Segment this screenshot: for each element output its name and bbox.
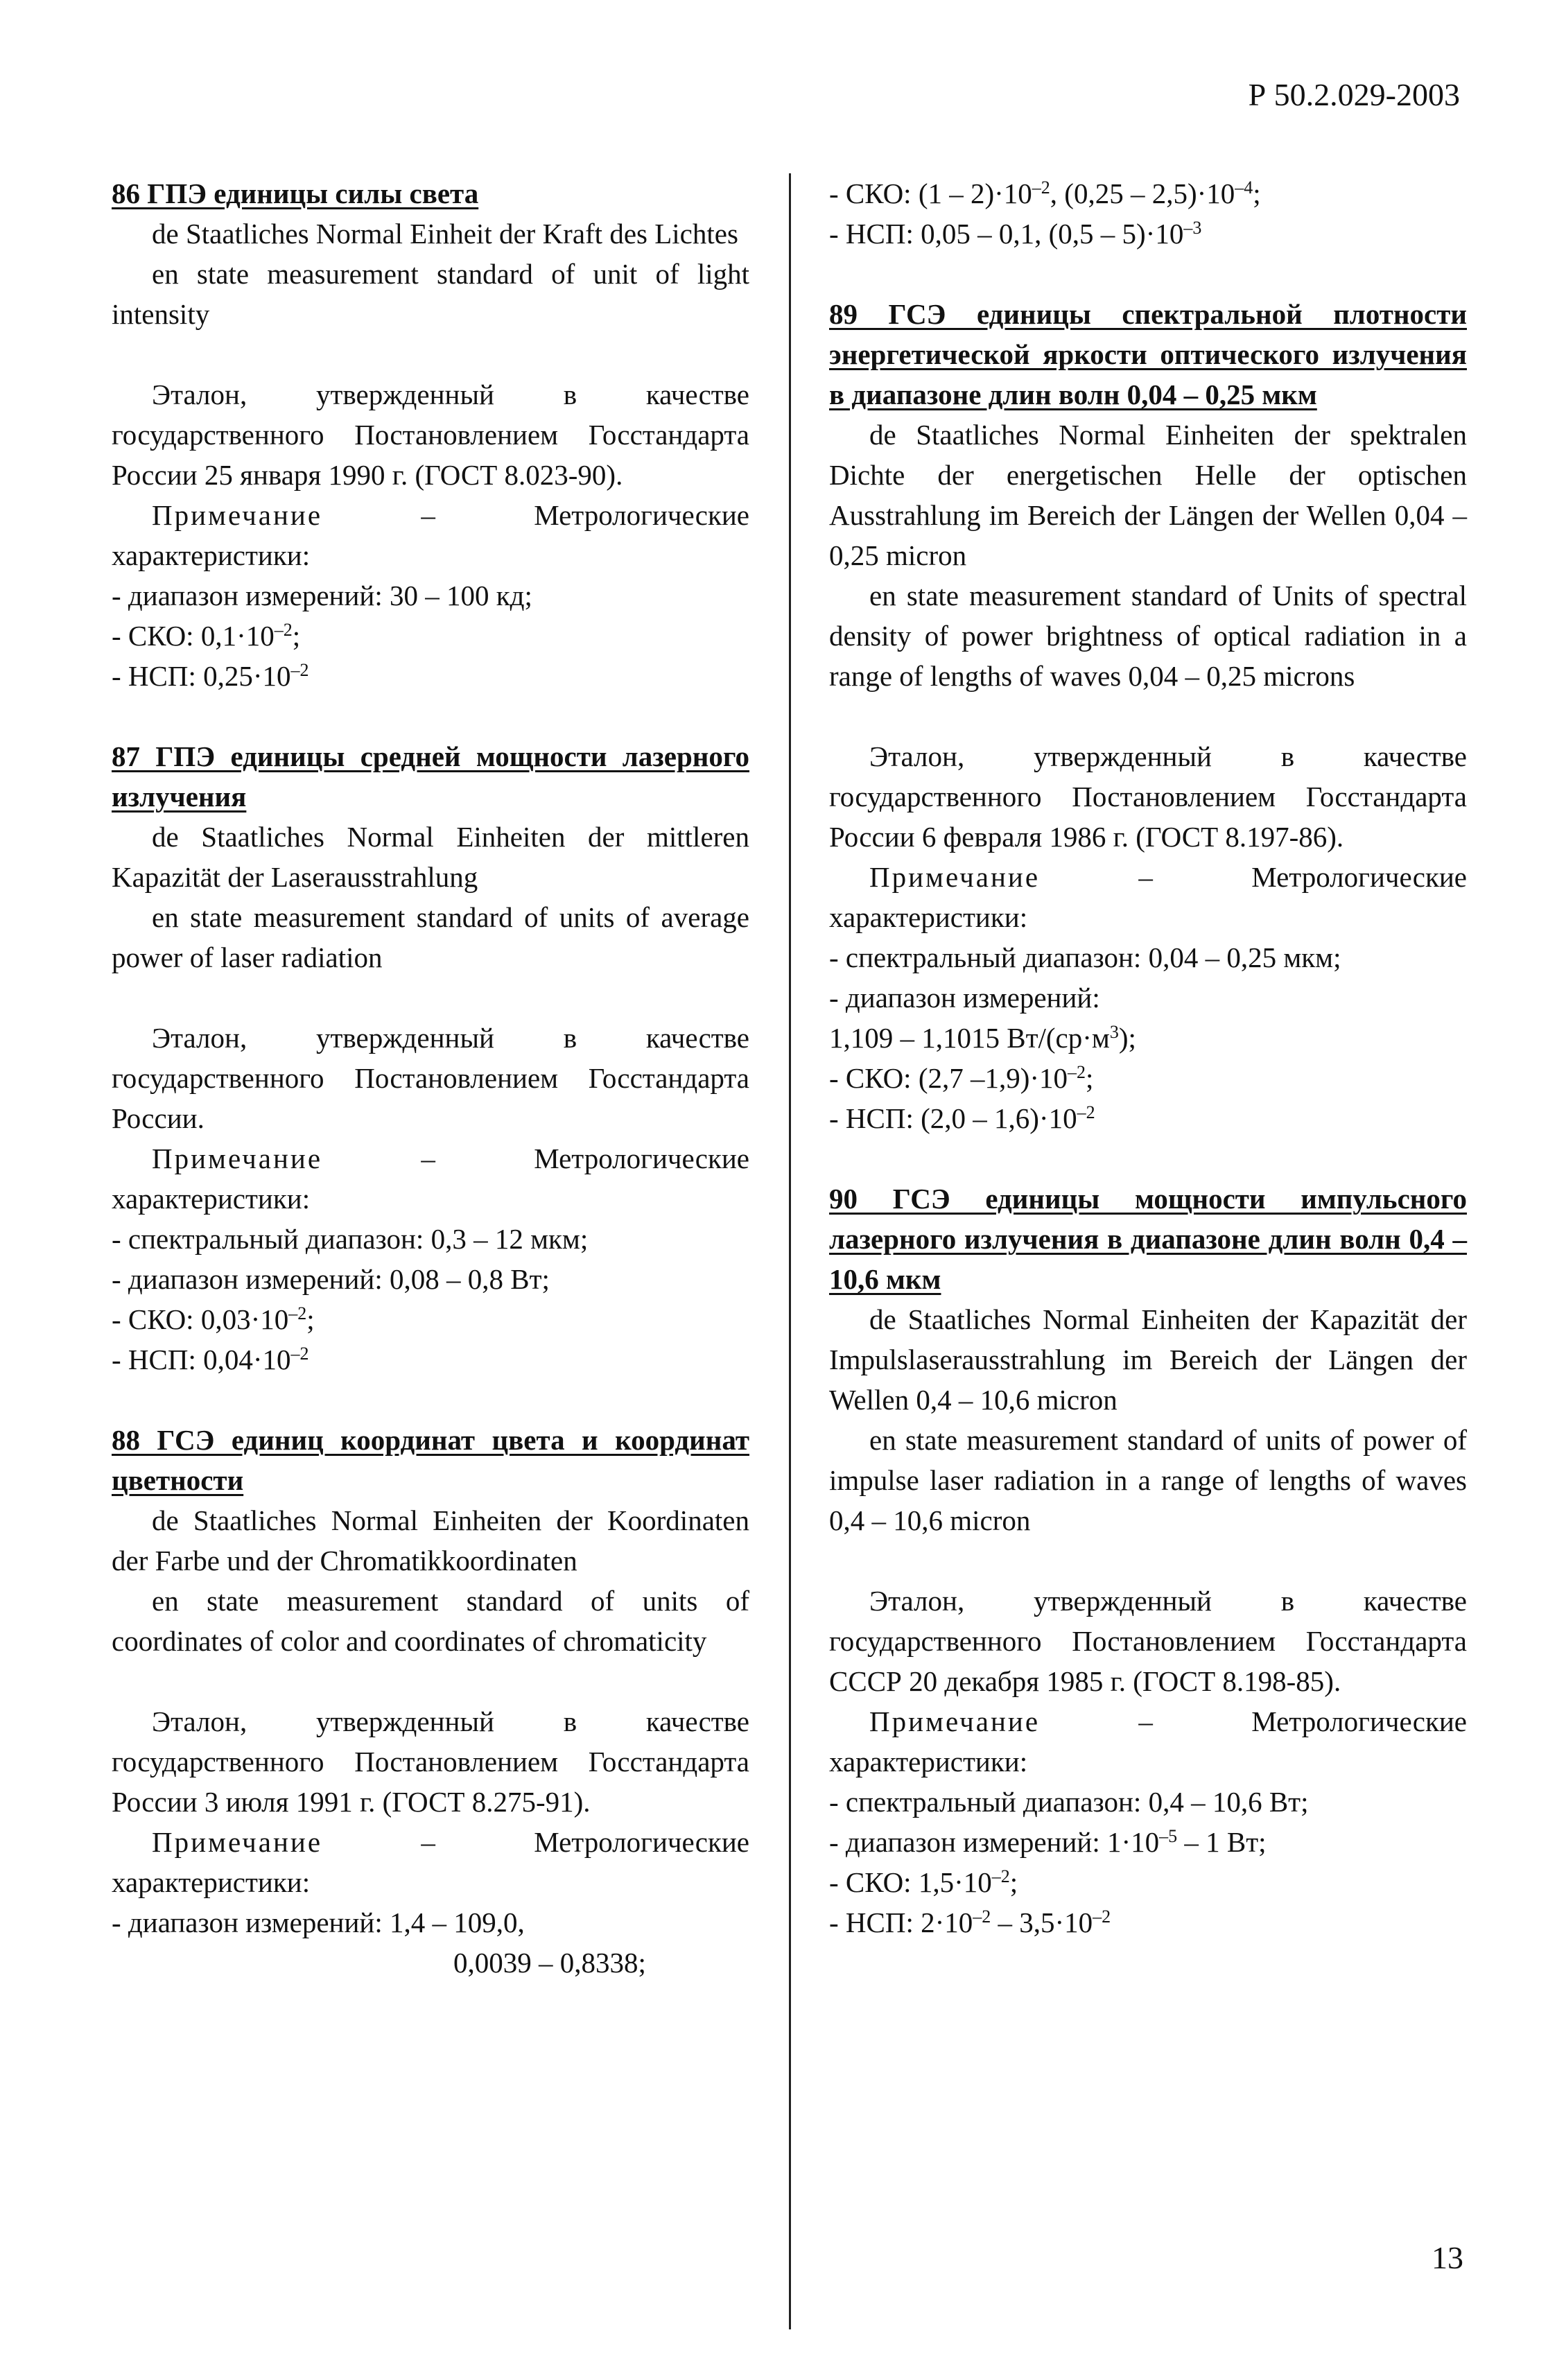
left-column xyxy=(112,173,749,2023)
spec-line: - СКО: $0,03\cdot 10^{-2}$; xyxy=(112,1303,315,1335)
spec-line: - диапазон измерений: 0,08 – 0,8 Вт; xyxy=(112,1263,550,1295)
spec-line: - СКО: $1,5\cdot 10^{-2}$; xyxy=(829,1866,1018,1898)
spec-line: - диапазон измерений: 30 – 100 кд; xyxy=(112,580,532,611)
approval-text: Эталон, утвержденный в качестве государственного Постановлением Госстандарта России. xyxy=(112,1022,749,1134)
spec-line: - диапазон измерений: 1,4 – 109,0, xyxy=(112,1906,525,1938)
english-term: en state measurement standard of Units of spectral density of power brightness of optical radiation in a range of lengths of waves 0,04 – 0,25 microns xyxy=(829,580,1467,692)
entry-title: 89 ГСЭ единицы спектральной плотности энергетической яркости оптического излучения в диапазоне длин волн 0,04 – 0,25 мкм xyxy=(829,298,1467,410)
document-code: Р 50.2.029-2003 xyxy=(1248,77,1460,112)
english-term: en state measurement standard of units of average power of laser radiation xyxy=(112,901,749,973)
entry-90 xyxy=(829,1179,1467,1943)
spec-line: - НСП: $(2,0 - 1,6)\cdot 10^{-2}$ xyxy=(829,1102,1095,1134)
spec-line: - НСП: $2\cdot 10^{-2} - 3,5\cdot 10^{-2}$ xyxy=(829,1906,1111,1938)
german-term: de Staatliches Normal Einheiten der Kapazität der Impulslaserausstrahlung im Bereich der Längen der Wellen 0,4 – 10,6 micron xyxy=(829,1303,1467,1416)
column-divider xyxy=(789,173,791,2329)
note: Примечание – Метрологические характеристики: xyxy=(112,499,749,571)
spec-line: - НСП: 0,05 – 0,1, $(0,5 - 5)\cdot 10^{-3}$ xyxy=(829,218,1202,250)
entry-title: 88 ГСЭ единиц координат цвета и координат цветности xyxy=(112,1424,749,1496)
spec-line: - спектральный диапазон: 0,3 – 12 мкм; xyxy=(112,1223,589,1255)
entry-title: 87 ГПЭ единицы средней мощности лазерного излучения xyxy=(112,740,749,813)
spec-line: 1,109 – 1,1015 $Вт/(ср\cdot м^3)$; xyxy=(829,1022,1136,1054)
german-term: de Staatliches Normal Einheiten der spektralen Dichte der energetischen Helle der optischen Ausstrahlung im Bereich der Längen der Wellen 0,04 – 0,25 micron xyxy=(829,419,1467,571)
entry-86 xyxy=(112,173,749,696)
spec-line: - НСП: $0,25\cdot 10^{-2}$ xyxy=(112,660,309,692)
entry-88-continued xyxy=(829,173,1467,254)
english-term: en state measurement standard of units of coordinates of color and coordinates of chromaticity xyxy=(112,1585,749,1657)
note: Примечание – Метрологические характеристики: xyxy=(112,1826,749,1898)
note: Примечание – Метрологические характеристики: xyxy=(829,1705,1467,1778)
spec-line: - спектральный диапазон: 0,4 – 10,6 Вт; xyxy=(829,1786,1309,1818)
german-term: de Staatliches Normal Einheiten der mittleren Kapazität der Laserausstrahlung xyxy=(112,821,749,893)
note: Примечание – Метрологические характеристики: xyxy=(829,861,1467,933)
german-term: de Staatliches Normal Einheit der Kraft des Lichtes xyxy=(152,218,738,250)
english-term: en state measurement standard of units of power of impulse laser radiation in a range of lengths of waves 0,4 – 10,6 micron xyxy=(829,1424,1467,1536)
spec-line: - НСП: $0,04\cdot 10^{-2}$ xyxy=(112,1344,309,1375)
entry-87 xyxy=(112,736,749,1380)
right-column xyxy=(829,173,1467,1983)
german-term: de Staatliches Normal Einheiten der Koordinaten der Farbe und der Chromatikkoordinaten xyxy=(112,1504,749,1576)
spec-line: 0,0039 – 0,8338; xyxy=(453,1947,646,1979)
spec-line: - СКО: (2,7 $-1,9)\cdot 10^{-2}$; xyxy=(829,1062,1094,1094)
approval-text: Эталон, утвержденный в качестве государственного Постановлением Госстандарта России 6 февраля 1986 г. (ГОСТ 8.197-86). xyxy=(829,740,1467,853)
approval-text: Эталон, утвержденный в качестве государственного Постановлением Госстандарта России 25 января 1990 г. (ГОСТ 8.023-90). xyxy=(112,379,749,491)
spec-line: - СКО: $(1 - 2)\cdot 10^{-2}$, $(0,25 - 2,5)\cdot 10^{-4}$; xyxy=(829,177,1261,209)
note: Примечание – Метрологические характеристики: xyxy=(112,1143,749,1215)
approval-text: Эталон, утвержденный в качестве государственного Постановлением Госстандарта СССР 20 декабря 1985 г. (ГОСТ 8.198-85). xyxy=(829,1585,1467,1697)
spec-line: - спектральный диапазон: 0,04 – 0,25 мкм; xyxy=(829,941,1341,973)
spec-line: - диапазон измерений: xyxy=(829,982,1100,1014)
spec-line: - СКО: $0,1\cdot 10^{-2}$; xyxy=(112,620,301,652)
approval-text: Эталон, утвержденный в качестве государственного Постановлением Госстандарта России 3 июля 1991 г. (ГОСТ 8.275-91). xyxy=(112,1705,749,1818)
entry-title: 86 ГПЭ единицы силы света xyxy=(112,177,479,209)
entry-89 xyxy=(829,294,1467,1138)
spec-line: - диапазон измерений: $1\cdot 10^{-5} - 1$ Вт; xyxy=(829,1826,1267,1858)
page-number: 13 xyxy=(1432,2240,1463,2275)
entry-title: 90 ГСЭ единицы мощности импульсного лазерного излучения в диапазоне длин волн 0,4 – 10,6 мкм xyxy=(829,1183,1467,1295)
english-term: en state measurement standard of unit of light intensity xyxy=(112,258,749,330)
entry-88 xyxy=(112,1420,749,1983)
